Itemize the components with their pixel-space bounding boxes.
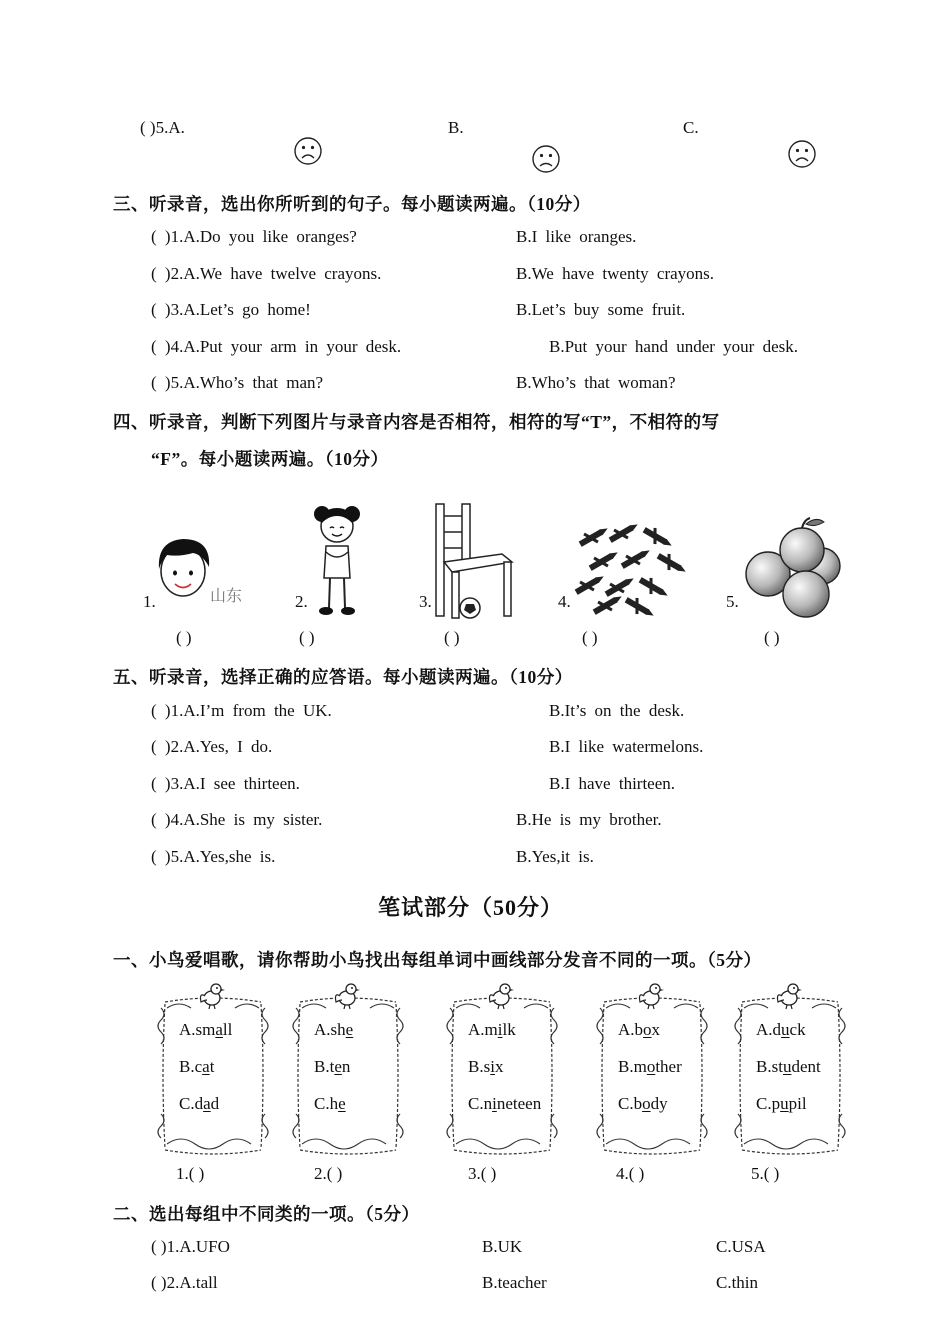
s5-item-4-b: B.He is my brother.: [516, 810, 662, 829]
underlined-letters: a: [215, 1020, 223, 1039]
question-number: 5.A.: [155, 118, 185, 137]
underlined-letters: i: [490, 1057, 495, 1076]
word-option-c: C.pupil: [756, 1094, 807, 1113]
s5-item-1-b: B.It’s on the desk.: [549, 701, 685, 720]
chair-icon: [432, 502, 516, 620]
crayons-icon: [571, 522, 689, 616]
bird-icon: [774, 980, 804, 1010]
underlined-letters: u: [780, 1094, 789, 1113]
s3-item-1[interactable]: ( )1.A.Do you like oranges?: [151, 227, 357, 246]
answer-bracket[interactable]: 3.( ): [468, 1164, 497, 1183]
word-option-c: C.dad: [179, 1094, 220, 1113]
w2-item-1[interactable]: ( )1.A.UFO: [151, 1237, 230, 1256]
bird-frame-group: [292, 984, 404, 1144]
underlined-letters: i: [497, 1020, 503, 1039]
word-option-b: B.student: [756, 1057, 821, 1076]
picture-number: 1.: [143, 592, 156, 611]
answer-bracket[interactable]: ( ): [444, 628, 460, 647]
w2-item-1-c: C.USA: [716, 1237, 766, 1256]
w2-item-1-b: B.UK: [482, 1237, 523, 1256]
s3-item-1-b: B.I like oranges.: [516, 227, 637, 246]
underlined-letters: a: [202, 1057, 210, 1076]
word-option-c: C.body: [618, 1094, 668, 1113]
s3-item-4-b: B.Put your hand under your desk.: [549, 337, 799, 356]
s3-item-5[interactable]: ( )5.A.Who’s that man?: [151, 373, 324, 392]
answer-bracket[interactable]: ( ): [582, 628, 598, 647]
bird-icon: [486, 980, 516, 1010]
s5-item-2-b: B.I like watermelons.: [549, 737, 704, 756]
sad-face-icon: [293, 136, 323, 166]
section-4-title-line1: 四、听录音，判断下列图片与录音内容是否相符，相符的写“T”，不相符的写: [113, 412, 720, 432]
underlined-letters: a: [203, 1094, 211, 1113]
s3-item-3[interactable]: ( )3.A.Let’s go home!: [151, 300, 311, 319]
s3-item-3-b: B.Let’s buy some fruit.: [516, 300, 686, 319]
written-section-2-title: 二、选出每组中不同类的一项。（5分）: [113, 1204, 420, 1224]
underlined-letters: e: [338, 1094, 346, 1113]
written-part-title: 笔试部分（50分）: [378, 895, 564, 920]
answer-bracket[interactable]: 4.( ): [616, 1164, 645, 1183]
section-5-title: 五、听录音，选择正确的应答语。每小题读两遍。（10分）: [113, 667, 573, 687]
word-option-a: A.duck: [756, 1020, 806, 1039]
word-option-b: B.six: [468, 1057, 504, 1076]
bird-icon: [636, 980, 666, 1010]
girl-icon: [312, 502, 362, 618]
picture-number: 2.: [295, 592, 308, 611]
word-option-a: A.small: [179, 1020, 233, 1039]
sad-face-icon: [787, 139, 817, 169]
apples-icon: [744, 516, 844, 620]
picture-number: 5.: [726, 592, 739, 611]
option-c-label: C.: [683, 118, 699, 137]
word-option-b: B.mother: [618, 1057, 682, 1076]
s3-item-2[interactable]: ( )2.A.We have twelve crayons.: [151, 264, 382, 283]
word-option-a: A.she: [314, 1020, 354, 1039]
underlined-letters: e: [334, 1057, 342, 1076]
word-option-a: A.box: [618, 1020, 661, 1039]
s5-item-2[interactable]: ( )2.A.Yes, I do.: [151, 737, 273, 756]
word-option-c: C.he: [314, 1094, 346, 1113]
section-3-title: 三、听录音，选出你所听到的句子。每小题读两遍。（10分）: [113, 194, 591, 214]
s5-item-3[interactable]: ( )3.A.I see thirteen.: [151, 774, 300, 793]
w2-item-2[interactable]: ( )2.A.tall: [151, 1273, 218, 1292]
bird-frame-group: [446, 984, 558, 1144]
word-option-b: B.cat: [179, 1057, 215, 1076]
underlined-letters: u: [782, 1057, 792, 1076]
underlined-letters: i: [492, 1094, 497, 1113]
s3-item-4[interactable]: ( )4.A.Put your arm in your desk.: [151, 337, 402, 356]
w2-item-2-b: B.teacher: [482, 1273, 547, 1292]
answer-bracket[interactable]: ( ): [764, 628, 780, 647]
s5-item-3-b: B.I have thirteen.: [549, 774, 676, 793]
underlined-letters: o: [643, 1020, 652, 1039]
written-section-1-title: 一、小鸟爱唱歌，请你帮助小鸟找出每组单词中画线部分发音不同的一项。（5分）: [113, 950, 762, 970]
sad-face-icon: [531, 144, 561, 174]
word-option-c: C.nineteen: [468, 1094, 542, 1113]
s5-item-4[interactable]: ( )4.A.She is my sister.: [151, 810, 323, 829]
w2-item-2-c: C.thin: [716, 1273, 759, 1292]
bird-icon: [332, 980, 362, 1010]
answer-bracket[interactable]: ( ): [140, 118, 156, 137]
s5-item-1[interactable]: ( )1.A.I’m from the UK.: [151, 701, 332, 720]
word-option-a: A.milk: [468, 1020, 516, 1039]
answer-bracket[interactable]: 1.( ): [176, 1164, 205, 1183]
q5-row: [140, 118, 185, 138]
answer-bracket[interactable]: 5.( ): [751, 1164, 780, 1183]
underlined-letters: o: [642, 1094, 651, 1113]
s3-item-5-b: B.Who’s that woman?: [516, 373, 676, 392]
s3-item-2-b: B.We have twenty crayons.: [516, 264, 715, 283]
underlined-letters: u: [781, 1020, 790, 1039]
bird-frame-group: [157, 984, 269, 1144]
bird-frame-group: [734, 984, 846, 1144]
picture-number: 4.: [558, 592, 571, 611]
word-option-b: B.ten: [314, 1057, 351, 1076]
answer-bracket[interactable]: ( ): [299, 628, 315, 647]
underlined-letters: e: [345, 1020, 354, 1039]
section-4-title-line2: “F”。每小题读两遍。（10分）: [151, 449, 389, 469]
bird-frame-group: [596, 984, 708, 1144]
boy-head-icon: [153, 535, 217, 605]
answer-bracket[interactable]: ( ): [176, 628, 192, 647]
picture-number: 3.: [419, 592, 432, 611]
option-b-label: B.: [448, 118, 464, 137]
s5-item-5-b: B.Yes,it is.: [516, 847, 594, 866]
bird-icon: [197, 980, 227, 1010]
s5-item-5[interactable]: ( )5.A.Yes,she is.: [151, 847, 276, 866]
picture-caption: 山东: [210, 586, 243, 605]
answer-bracket[interactable]: 2.( ): [314, 1164, 343, 1183]
underlined-letters: o: [646, 1057, 656, 1076]
